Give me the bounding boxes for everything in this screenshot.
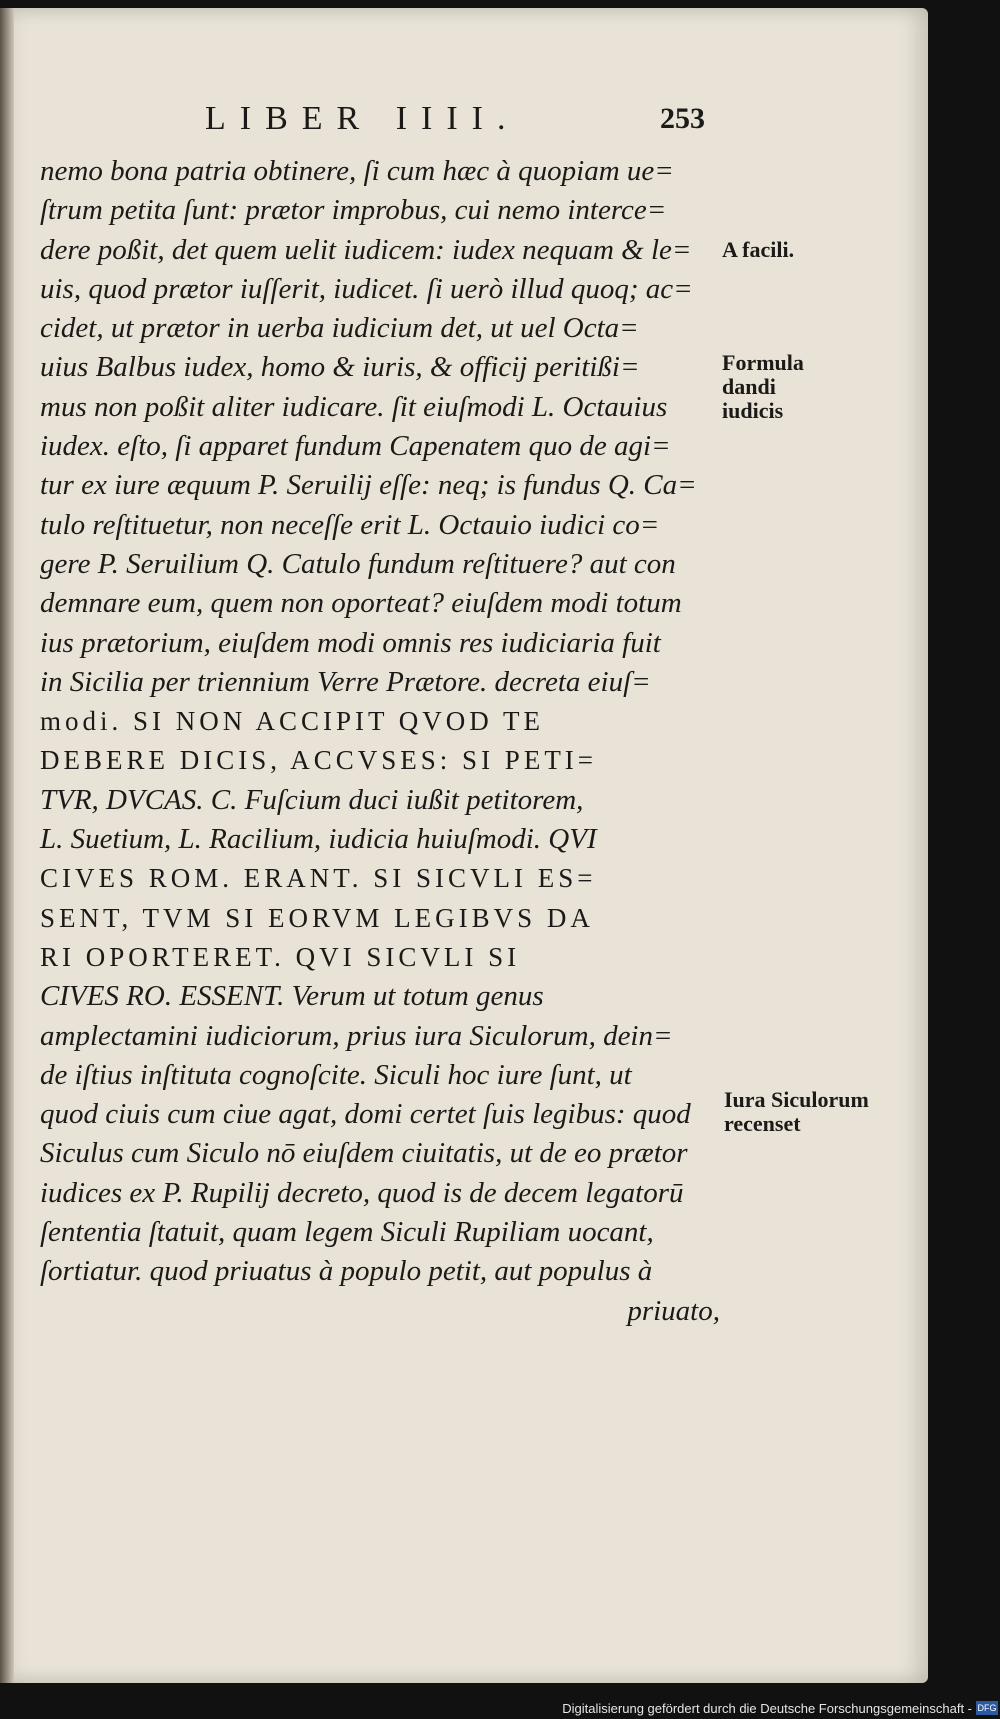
dfg-logo-icon: DFG <box>977 1703 997 1713</box>
text-line: cidet, ut prætor in uerba iudicium det, ut uel Octa= <box>40 312 639 345</box>
running-title: LIBER IIII. <box>205 100 520 137</box>
text-block <box>40 152 720 1331</box>
book-page <box>0 8 928 1683</box>
text-line: ſortiatur. quod priuatus à populo petit, aut populus à <box>40 1255 653 1288</box>
text-line: iudices ex P. Rupilij decreto, quod is de decem legatorū <box>40 1176 684 1209</box>
text-line-capitals: SENT, TVM SI EORVM LEGIBVS DA <box>40 902 594 933</box>
text-line: nemo bona patria obtinere, ſi cum hæc à quopiam ue= <box>40 155 674 187</box>
text-line: amplectamini iudiciorum, prius iura Siculorum, dein= <box>40 1019 673 1052</box>
footer-credit: Digitalisierung gefördert durch die Deutsche Forschungsgemeinschaft - <box>562 1701 972 1716</box>
catchword: priuato, <box>627 1294 720 1327</box>
text-line: ius prætorium, eiuſdem modi omnis res iudiciaria fuit <box>40 626 661 659</box>
text-line-capitals: DEBERE DICIS, ACCVSES: SI PETI= <box>40 745 598 776</box>
text-line: L. Suetium, L. Racilium, iudicia huiuſmodi. QVI <box>40 823 597 856</box>
text-line: uis, quod prætor iuſſerit, iudicet. ſi uerò illud quoq; ac= <box>40 272 693 305</box>
text-line: CIVES RO. ESSENT. Verum ut totum genus <box>40 980 544 1013</box>
text-line-capitals: modi. SI NON ACCIPIT QVOD TE <box>40 706 545 737</box>
text-line: in Sicilia per triennium Verre Prætore. decreta eiuſ= <box>40 665 651 698</box>
text-line: demnare eum, quem non oporteat? eiuſdem modi totum <box>40 587 682 620</box>
text-line: tulo reſtituetur, non neceſſe erit L. Octauio iudici co= <box>40 508 660 541</box>
text-line: iudex. eſto, ſi apparet fundum Capenatem quo de agi= <box>40 430 671 463</box>
text-line: TVR, DVCAS. C. Fuſcium duci iußit petitorem, <box>40 783 584 816</box>
margin-note-iura-siculorum: Iura Siculorum recenset <box>724 1087 869 1136</box>
text-line-capitals: CIVES ROM. ERANT. SI SICVLI ES= <box>40 863 597 894</box>
margin-note-a-facili: A facili. <box>722 237 795 262</box>
digitization-footer <box>0 1698 1000 1719</box>
text-line: Siculus cum Siculo nō eiuſdem ciuitatis, ut de eo prætor <box>40 1137 688 1170</box>
text-line: uius Balbus iudex, homo & iuris, & officij peritißi= <box>40 351 640 384</box>
text-line-capitals: RI OPORTERET. QVI SICVLI SI <box>40 941 521 972</box>
text-line: de iſtius inſtituta cognoſcite. Siculi hoc iure ſunt, ut <box>40 1058 632 1091</box>
text-line: gere P. Seruilium Q. Catulo fundum reſtituere? aut con <box>40 547 676 580</box>
margin-note-formula: Formula dandi iudicis <box>722 350 804 423</box>
text-line: quod ciuis cum ciue agat, domi certet ſuis legibus: quod <box>40 1098 691 1131</box>
page-gutter-shadow <box>0 8 14 1683</box>
text-line: dere poßit, det quem uelit iudicem: iudex nequam & le= <box>40 233 692 266</box>
text-line: mus non poßit aliter iudicare. ſit eiuſmodi L. Octauius <box>40 390 668 423</box>
text-line: tur ex iure æquum P. Seruilij eſſe: neq; is fundus Q. Ca= <box>40 469 697 502</box>
folio-number: 253 <box>660 102 705 135</box>
text-line: ſtrum petita ſunt: prætor improbus, cui nemo interce= <box>40 194 667 227</box>
text-line: ſententia ſtatuit, quam legem Siculi Rupiliam uocant, <box>40 1216 654 1249</box>
